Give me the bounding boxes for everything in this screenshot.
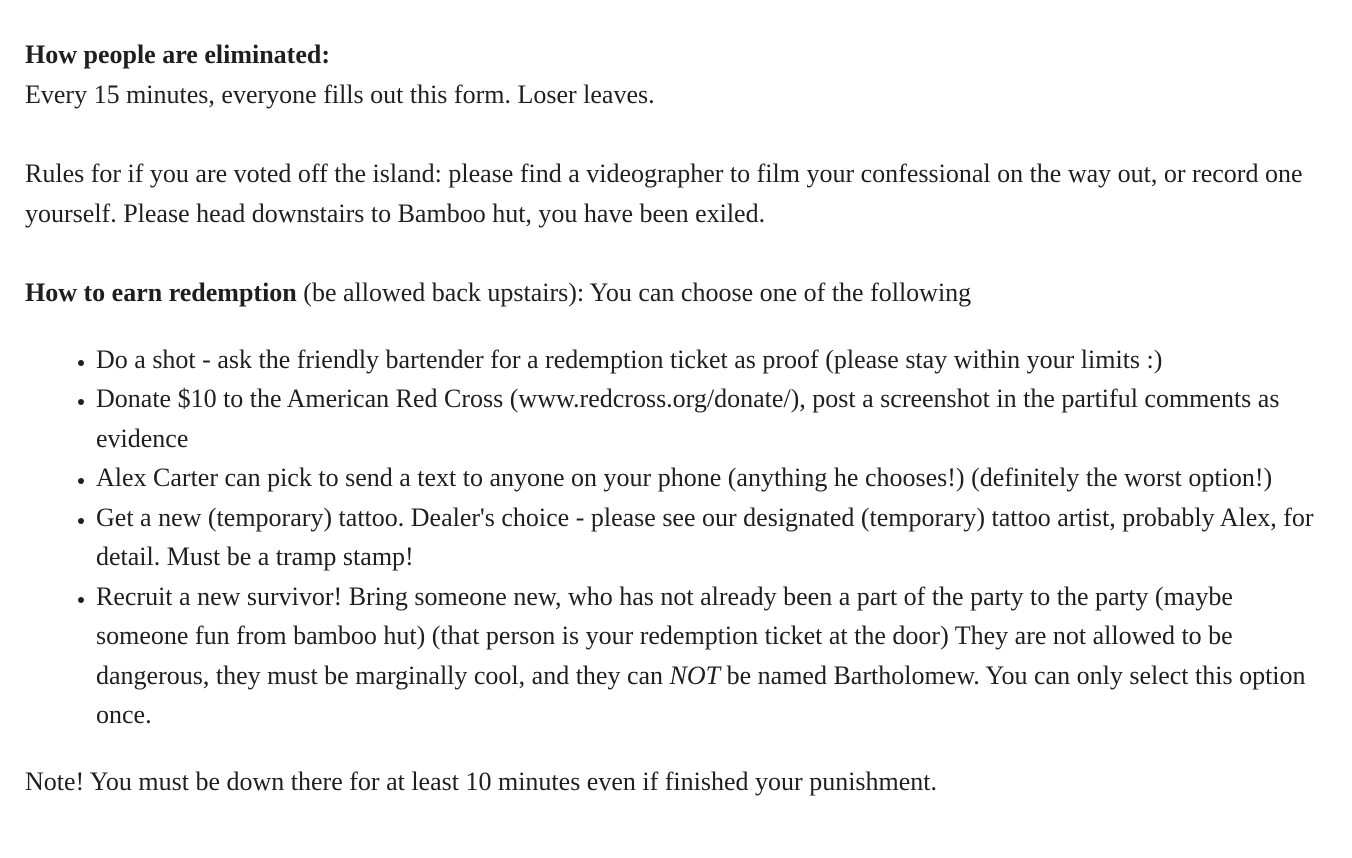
elimination-heading: How people are eliminated: [25, 40, 330, 69]
list-item: • Get a new (temporary) tattoo. Dealer's choice - please see our designated (temporary) tattoo artist, probably Alex, for detail. Must be a tramp stamp! [96, 498, 1325, 577]
list-item: • Do a shot - ask the friendly bartender for a redemption ticket as proof (please stay within your limits :) [96, 340, 1325, 380]
redemption-intro [25, 273, 1325, 313]
recruit-option-text-end: be named Bartholomew. You can only select this option once. [96, 660, 1306, 729]
closing-note: Note! You must be down there for at least 10 minutes even if finished your punishment. [25, 766, 938, 796]
redemption-options-list [25, 340, 1325, 735]
redemption-intro-text: (be allowed back upstairs): You can choose one of the following [296, 278, 972, 307]
list-item: • Alex Carter can pick to send a text to anyone on your phone (anything he chooses!) (definitely the worst option!) [96, 458, 1325, 498]
list-item: • Donate $10 to the American Red Cross (www.redcross.org/donate/), post a screenshot in the partiful comments as evidence [96, 379, 1325, 458]
emphasis-text: NOT [669, 660, 721, 690]
elimination-text: Every 15 minutes, everyone fills out this form. Loser leaves. [25, 79, 655, 109]
recruit-option-text: Recruit a new survivor! Bring someone new, who has not already been a part of the party to the party (maybe someone fun from bamboo hut) (that person is your redemption ticket at the door) They are not allowed to be dangerous, they must be marginally cool, and they can [96, 581, 1233, 690]
voted-off-rules: Rules for if you are voted off the island: please find a videographer to film your confessional on the way out, or record one yourself. Please head downstairs to Bamboo hut, you have been exiled. [25, 159, 1303, 228]
list-item [96, 577, 1325, 735]
redemption-heading: How to earn redemption [25, 278, 297, 307]
rules-document [25, 35, 1325, 801]
